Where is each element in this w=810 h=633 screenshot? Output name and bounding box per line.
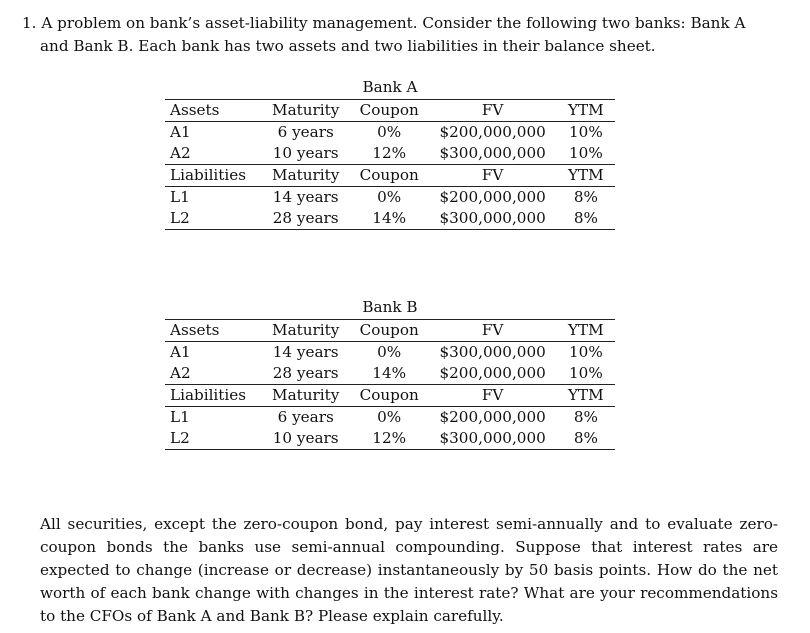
header-cell: Maturity bbox=[261, 320, 349, 342]
header-cell: Assets bbox=[165, 100, 261, 122]
header-cell: FV bbox=[429, 385, 557, 407]
table-cell: L2 bbox=[165, 208, 261, 230]
header-cell: Liabilities bbox=[165, 385, 261, 407]
table-cell: 0% bbox=[350, 342, 429, 364]
table-row bbox=[165, 122, 615, 144]
table-cell: 10 years bbox=[261, 428, 349, 450]
table-cell: $200,000,000 bbox=[429, 122, 557, 144]
problem-text-line-1: A problem on bank’s asset-liability management. Consider the following two banks: Bank A bbox=[41, 14, 746, 32]
bank-b-title: Bank B bbox=[362, 298, 418, 316]
table-cell: L2 bbox=[165, 428, 261, 450]
bank-a-table bbox=[165, 76, 615, 230]
table-cell: L1 bbox=[165, 187, 261, 209]
table-row bbox=[165, 407, 615, 429]
header-cell: Assets bbox=[165, 320, 261, 342]
bank-b-table bbox=[165, 296, 615, 450]
header-cell: Coupon bbox=[350, 165, 429, 187]
table-row bbox=[165, 208, 615, 230]
header-cell: Maturity bbox=[261, 165, 349, 187]
header-cell: Coupon bbox=[350, 100, 429, 122]
table-cell: 8% bbox=[557, 187, 615, 209]
problem-number: 1. bbox=[22, 14, 37, 32]
bank-a-asset-header bbox=[165, 100, 615, 122]
table-cell: 14% bbox=[372, 364, 407, 382]
header-cell: Maturity bbox=[261, 100, 349, 122]
table-cell: A1 bbox=[165, 342, 261, 364]
table-cell: $200,000,000 bbox=[429, 407, 557, 429]
table-cell: $300,000,000 bbox=[429, 428, 557, 450]
table-row bbox=[165, 428, 615, 450]
table-cell: 12% bbox=[350, 428, 429, 450]
header-cell: YTM bbox=[557, 385, 615, 407]
table-row bbox=[165, 363, 615, 385]
table-cell: 14 years bbox=[261, 187, 349, 209]
table-cell: 0% bbox=[350, 407, 429, 429]
bank-a-liability-header bbox=[165, 165, 615, 187]
table-cell: 6 years bbox=[261, 407, 349, 429]
header-cell: Maturity bbox=[261, 385, 349, 407]
header-cell: FV bbox=[429, 320, 557, 342]
header-cell: YTM bbox=[557, 320, 615, 342]
table-cell: 28 years bbox=[272, 364, 339, 382]
table-cell: 8% bbox=[557, 428, 615, 450]
table-cell: 6 years bbox=[261, 122, 349, 144]
table-cell: L1 bbox=[165, 407, 261, 429]
bank-b-liability-header bbox=[165, 385, 615, 407]
table-cell: 10 years bbox=[272, 144, 339, 162]
header-cell: FV bbox=[429, 100, 557, 122]
problem-text-line-2: and Bank B. Each bank has two assets and two liabilities in their balance sheet. bbox=[40, 37, 656, 55]
table-cell: 10% bbox=[569, 144, 603, 162]
bank-a-title: Bank A bbox=[362, 78, 418, 96]
table-row bbox=[165, 342, 615, 364]
table-cell: $300,000,000 bbox=[439, 144, 546, 162]
header-cell: Coupon bbox=[350, 385, 429, 407]
table-cell: 8% bbox=[557, 208, 615, 230]
table-cell: 0% bbox=[350, 122, 429, 144]
header-cell: YTM bbox=[557, 100, 615, 122]
table-cell: $200,000,000 bbox=[429, 187, 557, 209]
table-cell: $300,000,000 bbox=[429, 342, 557, 364]
table-cell: 10% bbox=[557, 342, 615, 364]
problem-line-1 bbox=[22, 12, 794, 35]
table-cell: $200,000,000 bbox=[439, 364, 546, 382]
table-cell: 10% bbox=[557, 122, 615, 144]
header-cell: FV bbox=[429, 165, 557, 187]
table-cell: $300,000,000 bbox=[429, 208, 557, 230]
header-cell: YTM bbox=[557, 165, 615, 187]
bank-b-asset-header bbox=[165, 320, 615, 342]
table-cell: 14 years bbox=[261, 342, 349, 364]
table-cell: A2 bbox=[170, 364, 191, 382]
table-cell: A2 bbox=[170, 144, 191, 162]
table-cell: 8% bbox=[557, 407, 615, 429]
question-paragraph: All securities, except the zero-coupon bond, pay interest semi-annually and to evaluate zero-coupon bonds the banks use semi-annual compounding. Suppose that interest rates are expected to change (increase or decrease) instantaneously by 50 basis points. How do the net worth of each bank change with changes in the interest rate? What are your recommendations to the CFOs of Bank A and Bank B? Please explain carefully. bbox=[40, 515, 778, 625]
table-cell: 12% bbox=[372, 144, 407, 162]
table-cell: 14% bbox=[350, 208, 429, 230]
header-cell: Liabilities bbox=[165, 165, 261, 187]
table-cell: 0% bbox=[350, 187, 429, 209]
problem-statement bbox=[22, 12, 794, 58]
table-cell: 10% bbox=[569, 364, 603, 382]
table-row bbox=[165, 187, 615, 209]
table-cell: A1 bbox=[165, 122, 261, 144]
table-row bbox=[165, 143, 615, 165]
header-cell: Coupon bbox=[350, 320, 429, 342]
table-cell: 28 years bbox=[261, 208, 349, 230]
